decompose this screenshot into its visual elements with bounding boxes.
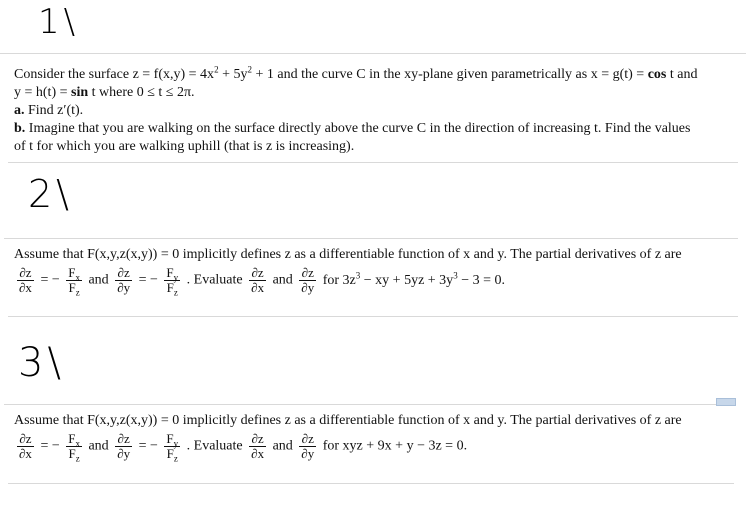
q3-dz-dx: $\frac{\partial z}{\partial x}$ xyxy=(19,431,32,461)
separator-4 xyxy=(8,316,738,317)
q1-part-b-cont: of t for which you are walking uphill (that is z is increasing). xyxy=(14,139,355,154)
scrollbar-thumb[interactable] xyxy=(716,398,736,406)
question-2-marker: 2\ xyxy=(28,172,73,216)
q3-eval-dz-dx: $\frac{\partial z}{\partial x}$ xyxy=(251,431,265,461)
q2-eval-dz-dy: $\frac{\partial z}{\partial y}$ xyxy=(301,265,315,295)
question-1-marker: 1\ xyxy=(38,2,80,42)
q3-eval-dz-dy: $\frac{\partial z}{\partial y}$ xyxy=(301,431,315,461)
q3-equation: $\frac{\partial z}{\partial x}$ = − $\frac{F_x}{F_z}$ and $\frac{\partial z}{\partial y}$ = − $\frac{F_y}{F_z}$ . Evaluate $\frac{\partial z}{\partial x}$ and $\frac{\partial z}{\partial y}$ for xyz + 9x + y − 3z = 0. xyxy=(19,431,468,464)
q2-dz-dx: $\frac{\partial z}{\partial x}$ xyxy=(19,265,32,295)
q3-dz-dy: $\frac{\partial z}{\partial y}$ xyxy=(117,431,131,461)
question-3-text xyxy=(14,412,738,464)
separator-5 xyxy=(4,404,716,405)
q2-intro: Assume that F(x,y,z(x,y)) = 0 implicitly defines z as a differentiable function of x and y. The partial derivatives of z are xyxy=(14,247,682,262)
q3-condition: for xyz + 9x + y − 3z = 0. xyxy=(322,438,468,454)
q2-equation: $\frac{\partial z}{\partial x}$ = − $\frac{F_x}{F_z}$ and $\frac{\partial z}{\partial y}$ = − $\frac{F_y}{F_z}$ . Evaluate $\frac{\partial z}{\partial x}$ and $\frac{\partial z}{\partial y}$ for $3z^3$ − xy + $5yz + 3y^3 - 3 = 0$. xyxy=(19,265,505,298)
separator-6 xyxy=(8,483,734,484)
question-3-marker: 3\ xyxy=(18,340,65,386)
q2-condition: for $3z^3$ − xy + $5yz + 3y^3 - 3 = 0$. xyxy=(322,269,505,288)
q2-eval-dz-dx: $\frac{\partial z}{\partial x}$ xyxy=(251,265,265,295)
separator-2 xyxy=(8,162,738,163)
q1-line-1: Consider the surface $z = f(x,y) = 4x^2 + 5y^2 + 1$ and the curve C in the xy-plane given parametrically as x = g(t) = cos t and xyxy=(14,64,698,82)
q3-intro: Assume that F(x,y,z(x,y)) = 0 implicitly defines z as a differentiable function of x and y. The partial derivatives of z are xyxy=(14,413,682,428)
q1-part-b: b. Imagine that you are walking on the surface directly above the curve C in the direction of increasing t. Find the values xyxy=(14,121,691,136)
q1-part-a: a. Find z′(t). xyxy=(14,103,84,118)
q3-fx-fz: $\frac{F_x}{F_z}$ xyxy=(68,431,80,464)
q2-fy-fz: $\frac{F_y}{F_z}$ xyxy=(166,265,179,298)
question-1-text xyxy=(14,66,734,156)
q3-fy-fz: $\frac{F_y}{F_z}$ xyxy=(166,431,179,464)
separator-1 xyxy=(0,53,746,54)
q2-dz-dy: $\frac{\partial z}{\partial y}$ xyxy=(117,265,131,295)
separator-3 xyxy=(4,238,738,239)
q2-fx-fz: $\frac{F_x}{F_z}$ xyxy=(68,265,80,298)
question-2-text xyxy=(14,246,738,298)
q1-line-2: y = h(t) = sin t where 0 ≤ t ≤ 2π. xyxy=(14,85,195,100)
